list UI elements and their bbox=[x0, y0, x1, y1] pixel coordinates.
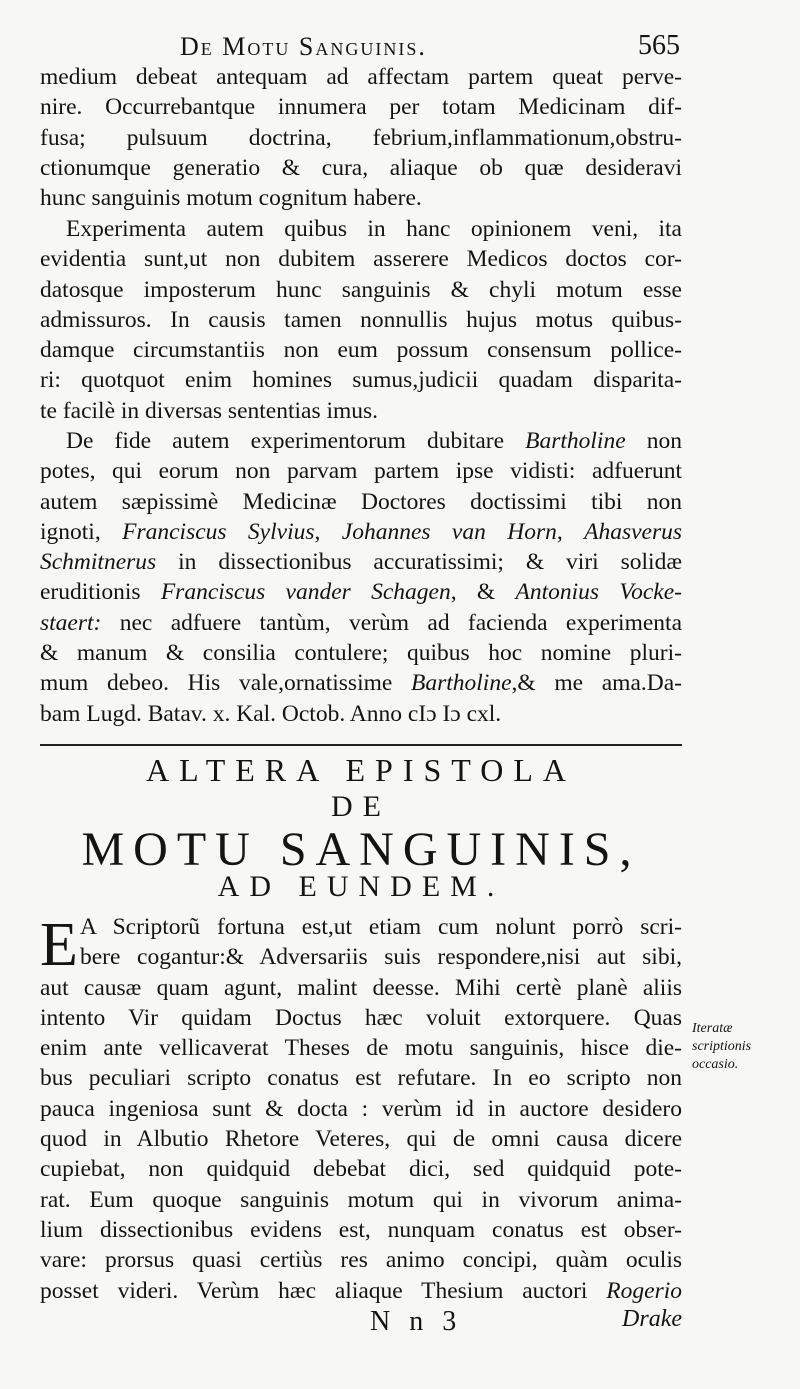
text-line: ctionumque generatio & cura, aliaque ob quæ desideravi bbox=[40, 154, 682, 181]
text-line: potes, qui eorum non parvam partem ipse vidisti: adfuerunt bbox=[40, 458, 682, 485]
text-line: damque circumstantiis non eum possum consensum pollice- bbox=[40, 337, 682, 364]
drop-cap: E bbox=[40, 911, 78, 979]
name-vander-schagen: Franciscus vander Schagen bbox=[160, 579, 451, 606]
paragraph-2 bbox=[40, 214, 682, 426]
name-rogerio: Rogerio bbox=[606, 1277, 682, 1304]
heading-altera-epistola: ALTERA EPISTOLA bbox=[145, 752, 577, 788]
name-schmitnerus: Schmitnerus bbox=[40, 549, 157, 576]
text-line: medium debeat antequam ad affectam partem queat perve- bbox=[40, 64, 682, 90]
text-run: , bbox=[556, 518, 585, 545]
text-run: posset videri. Verùm hæc aliaque Thesium auctori bbox=[40, 1277, 607, 1304]
text-line bbox=[40, 517, 682, 547]
heading-ad-eundem: AD EUNDEM. bbox=[217, 870, 505, 903]
running-title: De Motu Sanguinis. bbox=[180, 32, 427, 61]
name-bartholine: Bartholine bbox=[411, 670, 512, 697]
catchword: Drake bbox=[622, 1306, 682, 1332]
text-run: , bbox=[314, 518, 342, 545]
text-line: intento Vir quidam Doctus hæc voluit extorquere. Quas bbox=[40, 1004, 682, 1031]
name-van-horn: Johannes van Horn bbox=[341, 518, 557, 545]
marginal-line: Iteratæ bbox=[692, 1021, 733, 1036]
text-line: te facilè in diversas sententias imus. bbox=[40, 397, 379, 424]
marginal-line: scriptionis bbox=[692, 1039, 752, 1054]
name-vockestaert-cont: staert: bbox=[40, 609, 102, 636]
text-line: lium dissectionibus evidens est, nunquam conatus est obser- bbox=[40, 1216, 682, 1243]
text-line: bere cogantur:& Adversariis suis respondere,nisi aut sibi, bbox=[80, 944, 682, 971]
text-line: enim ante vellicaverat Theses de motu sanguinis, hisce die- bbox=[40, 1035, 682, 1062]
text-line: nire. Occurrebantque innumera per totam Medicinam dif- bbox=[40, 94, 682, 121]
page-number: 565 bbox=[638, 30, 680, 61]
name-sylvius: Franciscus Sylvius bbox=[122, 518, 315, 545]
section-rule bbox=[40, 744, 682, 746]
dateline: bam Lugd. Batav. x. Kal. Octob. Anno cIɔ Iɔ cxl. bbox=[40, 700, 502, 727]
text-line: A Scriptorũ fortuna est,ut etiam cum nolunt porrò scri- bbox=[80, 914, 682, 940]
text-line: aut causæ quam agunt, malint deesse. Mihi certè planè aliis bbox=[40, 974, 682, 1001]
text-line: rat. Eum quoque sanguinis motum qui in vivorum anima- bbox=[40, 1186, 682, 1213]
marginal-note bbox=[692, 1020, 794, 1074]
paragraph-1 bbox=[40, 62, 682, 213]
name-vockestaert: Antonius Vocke- bbox=[515, 579, 682, 606]
text-line bbox=[40, 577, 682, 607]
text-run: eruditionis bbox=[40, 579, 161, 606]
heading-de: DE bbox=[331, 790, 391, 823]
heading-motu-sanguinis: MOTU SANGUINIS, bbox=[81, 823, 641, 876]
marginal-line: occasio. bbox=[692, 1057, 739, 1072]
text-line bbox=[40, 547, 682, 577]
text-line bbox=[40, 668, 682, 698]
text-line: bus peculiari scripto conatus est refutare. In eo scripto non bbox=[40, 1065, 682, 1092]
text-line: admissuros. In causis tamen nonnullis hujus motus quibus- bbox=[40, 306, 682, 333]
text-line: hunc sanguinis motum cognitum habere. bbox=[40, 185, 422, 212]
name-bartholine: Bartholine bbox=[525, 428, 626, 454]
text-line bbox=[40, 1276, 682, 1306]
text-line: datosque imposterum hunc sanguinis & chyli motum esse bbox=[40, 276, 682, 303]
text-line bbox=[40, 608, 682, 638]
signature-mark: N n 3 bbox=[370, 1306, 463, 1337]
text-run: ignoti, bbox=[40, 518, 123, 545]
text-line: evidentia sunt,ut non dubitem asserere Medicos doctos cor- bbox=[40, 246, 682, 273]
text-line: pauca ingeniosa sunt & docta : verùm id in auctore desidero bbox=[40, 1095, 682, 1122]
text-line bbox=[40, 426, 682, 456]
text-run: nec adfuere tantùm, verùm ad facienda experimenta bbox=[101, 609, 682, 636]
paragraph-3 bbox=[40, 426, 682, 729]
text-run: mum debeo. His vale,ornatissime bbox=[40, 670, 411, 697]
text-run: , & bbox=[450, 579, 516, 606]
text-run: De fide autem experimentorum dubitare bbox=[66, 428, 526, 454]
text-run: in dissectionibus accuratissimi; & viri solidæ bbox=[156, 549, 682, 576]
text-line: fusa; pulsuum doctrina, febrium,inflammationum,obstru- bbox=[40, 124, 682, 151]
text-line: vare: prorsus quasi certiùs res animo concipi, quàm oculis bbox=[40, 1247, 682, 1274]
text-line: Experimenta autem quibus in hanc opinionem veni, ita bbox=[66, 216, 682, 242]
text-run: ,& me ama.Da- bbox=[511, 670, 682, 697]
text-line: cupiebat, non quidquid debebat dici, sed quidquid pote- bbox=[40, 1156, 682, 1183]
paragraph-4 bbox=[40, 912, 682, 1306]
name-ahasverus: Ahasverus bbox=[584, 518, 683, 545]
text-line: ri: quotquot enim homines sumus,judicii quadam disparita- bbox=[40, 367, 682, 394]
text-line: & manum & consilia contulere; quibus hoc nomine pluri- bbox=[40, 640, 682, 667]
text-line: quod in Albutio Rhetore Veteres, qui de omni causa dicere bbox=[40, 1126, 682, 1153]
running-head bbox=[40, 28, 680, 64]
text-line: autem sæpissimè Medicinæ Doctores doctissimi tibi non bbox=[40, 488, 682, 515]
text-run: non bbox=[625, 428, 682, 454]
